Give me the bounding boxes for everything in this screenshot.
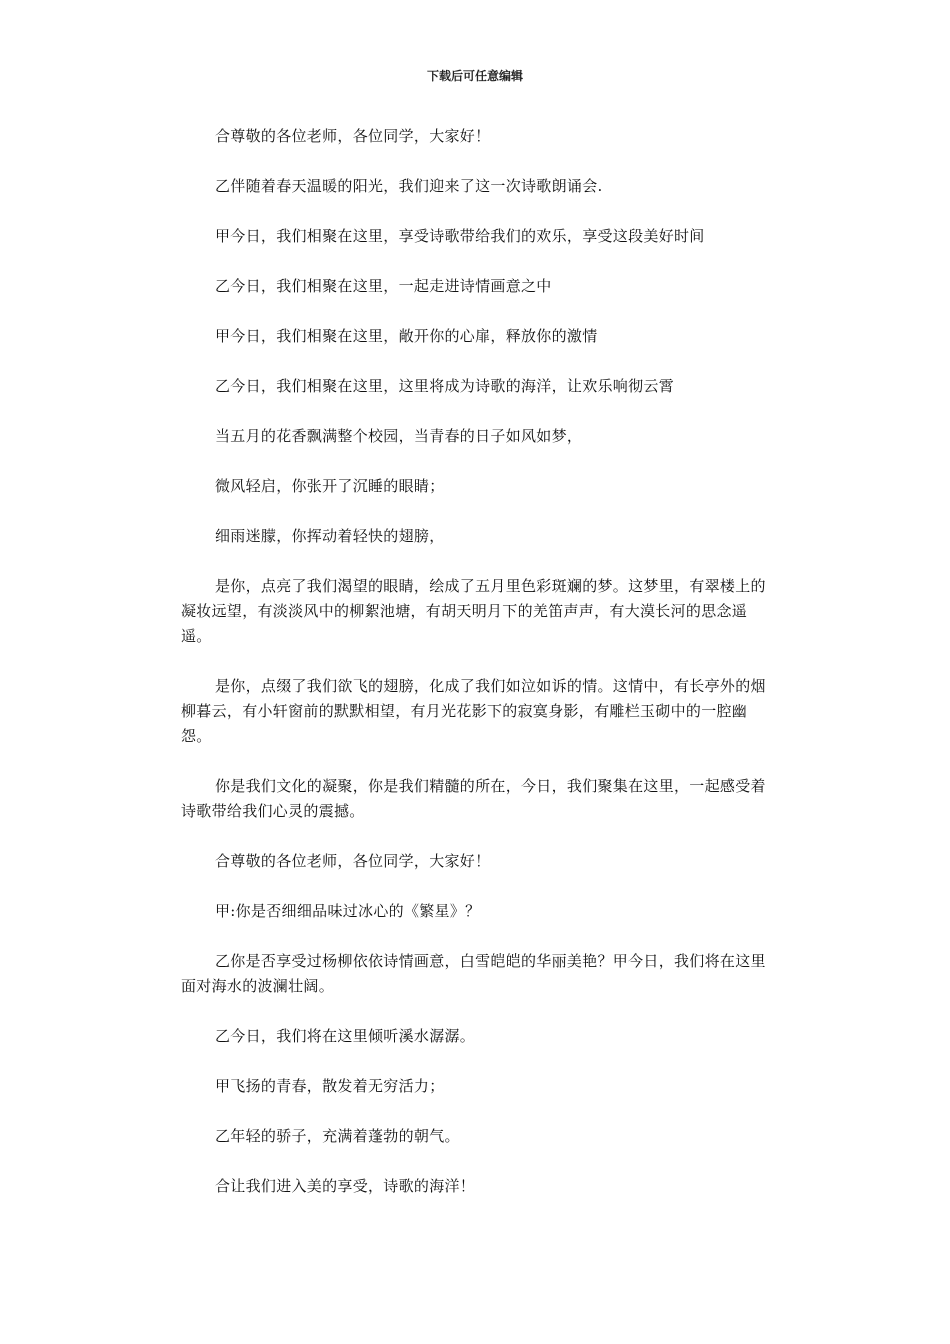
- paragraph: 是你，点缀了我们欲飞的翅膀，化成了我们如泣如诉的情。这情中，有长亭外的烟柳暮云，有小轩窗前的默默相望，有月光花影下的寂寞身影，有雕栏玉砌中的一腔幽怨。: [181, 677, 766, 745]
- paragraph: 甲今日，我们相聚在这里，享受诗歌带给我们的欢乐，享受这段美好时间: [215, 227, 705, 245]
- paragraph: 当五月的花香飘满整个校园，当青春的日子如风如梦，: [215, 427, 583, 445]
- paragraph: 乙你是否享受过杨柳依依诗情画意，白雪皑皑的华丽美艳？甲今日，我们将在这里面对海水的波澜壮阔。: [181, 952, 766, 995]
- paragraph: 乙今日，我们将在这里倾听溪水潺潺。: [215, 1027, 476, 1045]
- paragraph: 合让我们进入美的享受，诗歌的海洋！: [215, 1177, 476, 1195]
- paragraph: 微风轻启，你张开了沉睡的眼睛；: [215, 477, 445, 495]
- paragraph: 甲飞扬的青春，散发着无穷活力；: [215, 1077, 445, 1095]
- paragraph: 甲:你是否细细品味过冰心的《繁星》？: [215, 902, 481, 920]
- paragraph: 乙今日，我们相聚在这里，这里将成为诗歌的海洋，让欢乐响彻云霄: [215, 377, 675, 395]
- paragraph: 合尊敬的各位老师，各位同学，大家好！: [215, 127, 491, 145]
- paragraph: 细雨迷朦，你挥动着轻快的翅膀，: [215, 527, 445, 545]
- paragraph: 是你，点亮了我们渴望的眼睛，绘成了五月里色彩斑斓的梦。这梦里，有翠楼上的凝妆远望，有淡淡风中的柳絮池塘，有胡天明月下的羌笛声声，有大漠长河的思念遥遥。: [181, 577, 766, 645]
- paragraph: 乙年轻的骄子，充满着蓬勃的朝气。: [215, 1127, 460, 1145]
- paragraph: 合尊敬的各位老师，各位同学，大家好！: [215, 852, 491, 870]
- paragraph: 甲今日，我们相聚在这里，敞开你的心扉，释放你的激情: [215, 327, 598, 345]
- page-header-note: 下载后可任意编辑: [426, 69, 523, 83]
- paragraph: 乙伴随着春天温暖的阳光，我们迎来了这一次诗歌朗诵会.: [215, 177, 603, 195]
- paragraph: 你是我们文化的凝聚，你是我们精髓的所在，今日，我们聚集在这里，一起感受着诗歌带给我们心灵的震撼。: [181, 777, 766, 820]
- document-body: [181, 124, 771, 1224]
- paragraph: 乙今日，我们相聚在这里，一起走进诗情画意之中: [215, 277, 552, 295]
